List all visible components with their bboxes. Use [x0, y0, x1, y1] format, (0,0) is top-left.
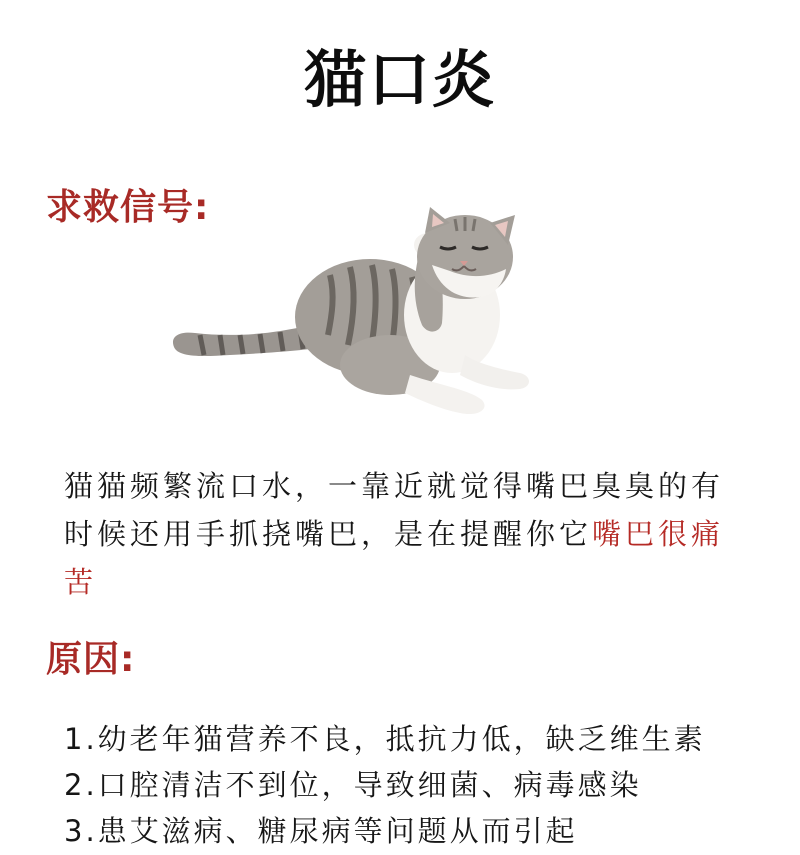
- list-item: 1.幼老年猫营养不良，抵抗力低，缺乏维生素: [64, 722, 706, 756]
- causes-list: [64, 716, 764, 854]
- list-item: 2.口腔清洁不到位，导致细菌、病毒感染: [64, 768, 642, 802]
- section-heading-causes: 原因:: [46, 639, 136, 680]
- signal-text: 猫猫频繁流口水，一靠近就觉得嘴巴臭臭的有时候还用手抓挠嘴巴，是在提醒你它: [64, 469, 725, 551]
- signal-highlight: 嘴巴很痛苦: [64, 517, 725, 599]
- scratching-cat-illustration: [160, 205, 550, 430]
- list-item: 3.患艾滋病、糖尿病等问题从而引起: [64, 814, 578, 848]
- section-heading-signal: 求救信号:: [46, 187, 210, 228]
- signal-description: [64, 462, 744, 606]
- page-title: 猫口炎: [303, 43, 496, 116]
